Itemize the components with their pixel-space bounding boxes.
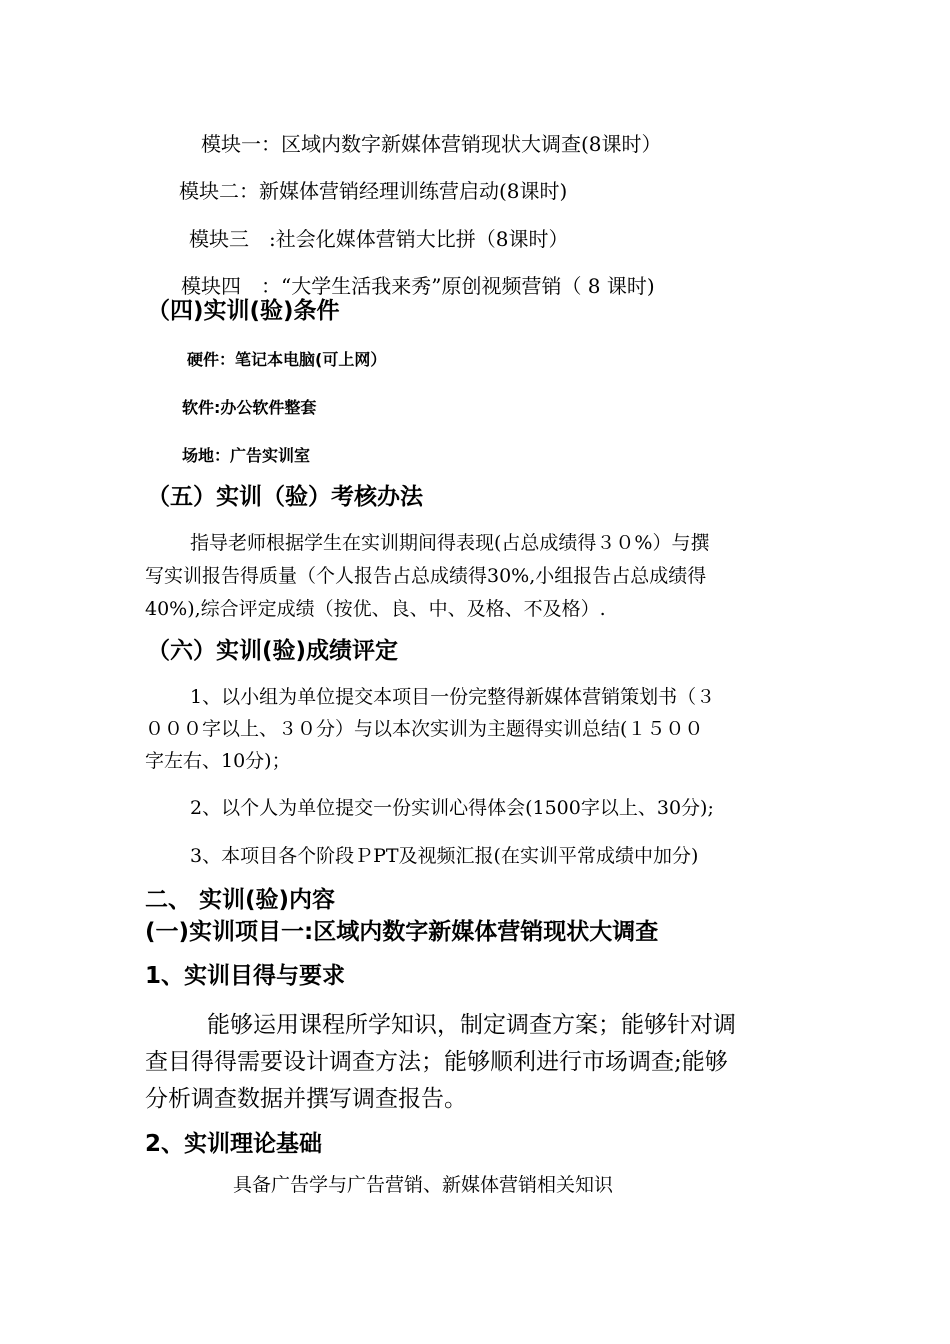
project-1-heading: (一)实训项目一:区域内数字新媒体营销现状大调查 [145,919,659,945]
module-4: 模块四 ：“大学生活我来秀”原创视频营销（ 8 课时) [181,274,655,298]
theory-heading: 2、实训理论基础 [145,1131,323,1157]
assessment-line-1: 指导老师根据学生在实训期间得表现(占总成绩得３０%）与撰 [190,532,710,554]
grading-item-1-line-3: 字左右、10分)； [145,750,291,772]
grading-item-3: 3、本项目各个阶段ＰPT及视频汇报(在实训平常成绩中加分) [190,845,699,867]
section-4-heading: （四)实训(验)条件 [147,298,340,324]
part-2-heading: 二、 实训(验)内容 [145,887,336,913]
module-2: 模块二：新媒体营销经理训练营启动(8课时) [179,179,568,203]
assessment-line-3: 40%),综合评定成绩（按优、良、中、及格、不及格）. [145,598,606,620]
objectives-line-3: 分析调查数据并撰写调查报告。 [145,1086,467,1112]
condition-software: 软件:办公软件整套 [182,398,317,417]
objectives-heading: 1、实训目得与要求 [145,963,346,989]
section-5-heading: （五）实训（验）考核办法 [147,484,423,510]
grading-item-1-line-2: ０００字以上、３０分）与以本次实训为主题得实训总结(１５００ [145,718,704,740]
section-6-heading: （六）实训(验)成绩评定 [147,638,399,664]
module-3: 模块三 :社会化媒体营销大比拼（8课时） [189,227,569,251]
module-1: 模块一：区域内数字新媒体营销现状大调查(8课时） [201,132,662,156]
condition-hardware: 硬件：笔记本电脑(可上网） [187,350,387,369]
objectives-line-1: 能够运用课程所学知识，制定调查方案；能够针对调 [207,1012,736,1038]
condition-venue: 场地：广告实训室 [182,446,311,465]
grading-item-1-line-1: 1、以小组为单位提交本项目一份完整得新媒体营销策划书（３ [190,686,716,708]
objectives-line-2: 查目得得需要设计调查方法；能够顺利进行市场调查;能够 [145,1049,728,1075]
theory-text: 具备广告学与广告营销、新媒体营销相关知识 [233,1174,614,1196]
grading-item-2: 2、以个人为单位提交一份实训心得体会(1500字以上、30分); [190,797,714,819]
assessment-line-2: 写实训报告得质量（个人报告占总成绩得30%,小组报告占总成绩得 [145,565,707,587]
